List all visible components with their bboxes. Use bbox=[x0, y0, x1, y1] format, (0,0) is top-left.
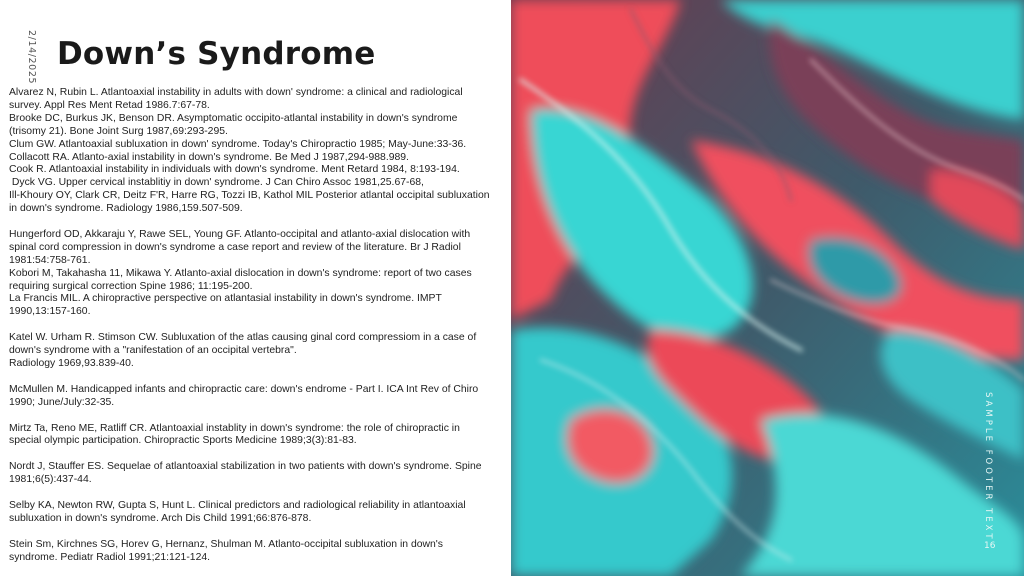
reference-line: spinal cord compression in down's syndrome a case report and review of the literature. Br J Radiol bbox=[9, 241, 461, 253]
slide-title: Down’s Syndrome bbox=[57, 36, 376, 72]
reference-group bbox=[9, 539, 509, 565]
reference-line: syndrome. Pediatr Radiol 1991;21:121-124. bbox=[9, 551, 211, 563]
slide-page-number: 16 bbox=[984, 541, 996, 551]
reference-line: Ill-Khoury OY, Clark CR, Deitz F'R, Harre RG, Tozzi IB, Kathol MIL Posterior atlantal occipital subluxation bbox=[9, 190, 490, 202]
reference-line: 1981:54:758-761. bbox=[9, 254, 91, 266]
reference-line: La Francis MIL. A chiropractive perspective on atlantasial instability in down's syndrome. IMPT bbox=[9, 293, 442, 305]
slide-footer-text: SAMPLE FOOTER TEXT bbox=[983, 392, 993, 542]
reference-line: special olympic participation. Chiropractic Sports Medicine 1989;3(3):81-83. bbox=[9, 435, 357, 447]
reference-line: Stein Sm, Kirchnes SG, Horev G, Hernanz, Shulman M. Atlanto-occipital subluxation in down's bbox=[9, 538, 443, 550]
references-list bbox=[9, 87, 509, 576]
reference-line: requiring surgical correction Spine 1986; 11:195-200. bbox=[9, 280, 253, 292]
reference-line: Selby KA, Newton RW, Gupta S, Hunt L. Clinical predictors and radiological reliability in atlantoaxial bbox=[9, 499, 466, 511]
reference-group bbox=[9, 87, 509, 216]
reference-line: Collacott RA. Atlanto-axial instability in down's syndrome. Be Med J 1987,294-988.989. bbox=[9, 151, 409, 163]
reference-line: Mirtz Ta, Reno ME, Ratliff CR. Atlantoaxial instablity in down's syndrome: the role of chiropractic in bbox=[9, 422, 460, 434]
reference-line: Hungerford OD, Akkaraju Y, Rawe SEL, Young GF. Atlanto-occipital and atlanto-axial dislocation with bbox=[9, 228, 471, 240]
reference-group bbox=[9, 229, 509, 319]
reference-line: survey. Appl Res Ment Retad 1986.7:67-78. bbox=[9, 99, 210, 111]
reference-line: in down's syndrome. Radiology 1986,159.507-509. bbox=[9, 203, 243, 215]
reference-group bbox=[9, 423, 509, 449]
reference-line: Kobori M, Takahasha 11, Mikawa Y. Atlanto-axial dislocation in down's syndrome: report of two cases bbox=[9, 267, 472, 279]
reference-group bbox=[9, 332, 509, 371]
reference-line: Dyck VG. Upper cervical instablitiy in down' syndrome. J Can Chiro Assoc 1981,25.67-68, bbox=[9, 177, 424, 189]
reference-group bbox=[9, 461, 509, 487]
reference-line: 1990; June/July:32-35. bbox=[9, 396, 115, 408]
reference-line: Nordt J, Stauffer ES. Sequelae of atlantoaxial stabilization in two patients with down's syndrome. Spine bbox=[9, 461, 482, 473]
reference-line: subluxation in down's syndrome. Arch Dis Child 1991;66:876-878. bbox=[9, 512, 312, 524]
reference-line: Clum GW. Atlantoaxial subluxation in down' syndrome. Today's Chiropractio 1985; May-June:33-36. bbox=[9, 138, 467, 150]
abstract-marble-image bbox=[511, 0, 1024, 576]
reference-line: Brooke DC, Burkus JK, Benson DR. Asymptomatic occipito-atlantal instability in down's syndrome bbox=[9, 112, 458, 124]
slide-date: 2/14/2025 bbox=[26, 30, 37, 85]
reference-line: (trisomy 21). Bone Joint Surg 1987,69:293-295. bbox=[9, 125, 228, 137]
reference-line: McMullen M. Handicapped infants and chiropractic care: down's endrome - Part I. ICA Int Rev of Chiro bbox=[9, 383, 479, 395]
reference-group bbox=[9, 384, 509, 410]
reference-line: 1990,13:157-160. bbox=[9, 306, 91, 318]
reference-line: Cook R. Atlantoaxial instability in individuals with down's syndrome. Ment Retard 1984, 8:193-194. bbox=[9, 164, 460, 176]
reference-line: Katel W. Urham R. Stimson CW. Subluxation of the atlas causing ginal cord compressiom in a case of bbox=[9, 332, 477, 344]
reference-group bbox=[9, 500, 509, 526]
reference-line: down's syndrome with a "ranifestation of an occipital vertebra". bbox=[9, 345, 297, 357]
reference-line: Alvarez N, Rubin L. Atlantoaxial instability in adults with down' syndrome: a clinical and radiological bbox=[9, 87, 463, 98]
reference-line: Radiology 1969,93.839-40. bbox=[9, 358, 134, 369]
reference-line: 1981;6(5):437-44. bbox=[9, 474, 92, 486]
